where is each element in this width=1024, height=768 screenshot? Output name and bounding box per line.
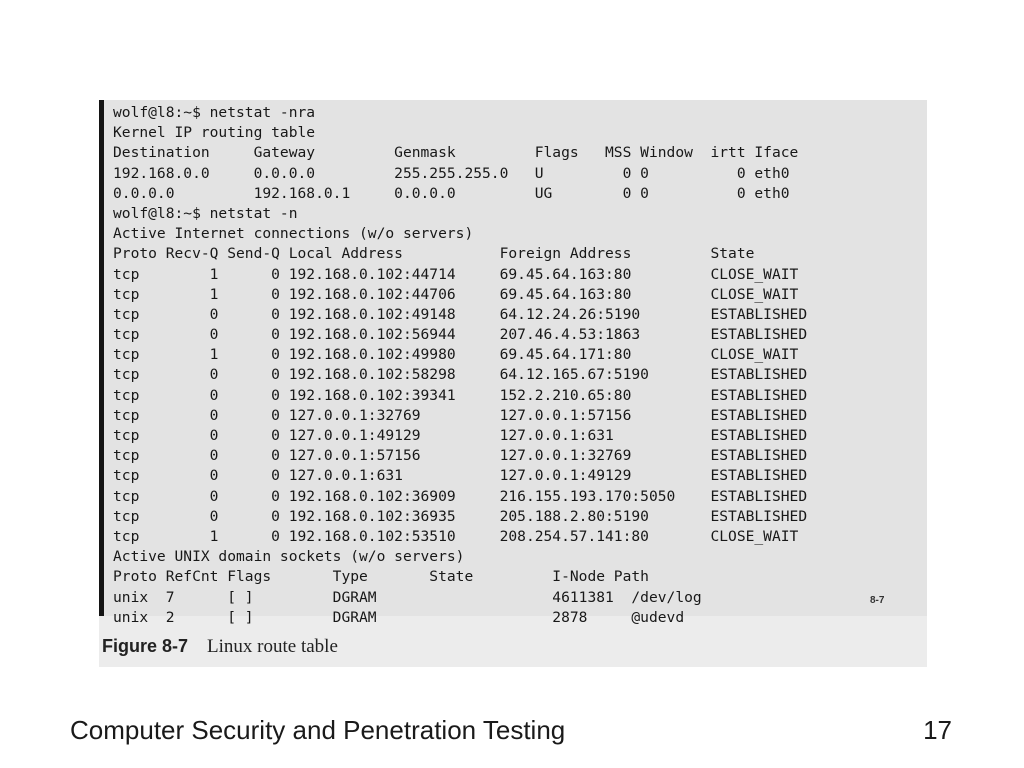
terminal-line: 0.0.0.0 192.168.0.1 0.0.0.0 UG 0 0 0 eth0 [113,184,790,202]
terminal-screenshot [99,100,927,626]
terminal-line: unix 2 [ ] DGRAM 2878 @udevd [113,608,685,626]
terminal-line: tcp 0 0 192.168.0.102:36909 216.155.193.170:5050 ESTABLISHED [113,487,808,505]
terminal-line: Proto Recv-Q Send-Q Local Address Foreign Address State [113,245,755,263]
terminal-line: Active UNIX domain sockets (w/o servers) [113,548,465,566]
figure [99,100,927,667]
figure-tag: 8-7 [870,595,885,606]
caption-label: Figure 8-7 [102,636,189,656]
terminal-line: tcp 0 0 192.168.0.102:56944 207.46.4.53:1863 ESTABLISHED [113,326,808,344]
terminal-line: wolf@l8:~$ netstat -n [113,204,298,222]
terminal-line: tcp 0 0 127.0.0.1:631 127.0.0.1:49129 ESTABLISHED [113,467,808,485]
terminal-line: 192.168.0.0 0.0.0.0 255.255.255.0 U 0 0 0 eth0 [113,164,790,182]
terminal-line: Destination Gateway Genmask Flags MSS Window irtt Iface [113,144,799,162]
terminal-line: tcp 0 0 192.168.0.102:58298 64.12.165.67:5190 ESTABLISHED [113,366,808,384]
caption-text: Linux route table [207,636,338,657]
terminal-output [113,103,807,628]
terminal-line: unix 7 [ ] DGRAM 4611381 /dev/log [113,588,702,606]
terminal-line: tcp 1 0 192.168.0.102:53510 208.254.57.141:80 CLOSE_WAIT [113,527,799,545]
footer-title: Computer Security and Penetration Testing [70,715,566,745]
terminal-line: tcp 1 0 192.168.0.102:44706 69.45.64.163:80 CLOSE_WAIT [113,285,799,303]
terminal-line: tcp 0 0 192.168.0.102:36935 205.188.2.80:5190 ESTABLISHED [113,507,808,525]
terminal-line: Proto RefCnt Flags Type State I-Node Path [113,568,649,586]
terminal-line: tcp 0 0 127.0.0.1:32769 127.0.0.1:57156 ESTABLISHED [113,406,808,424]
terminal-line: Kernel IP routing table [113,124,316,142]
terminal-line: tcp 0 0 192.168.0.102:39341 152.2.210.65:80 ESTABLISHED [113,386,808,404]
page-number: 17 [923,715,952,745]
figure-caption [102,636,338,658]
terminal-line: tcp 0 0 127.0.0.1:49129 127.0.0.1:631 ESTABLISHED [113,427,808,444]
terminal-line: tcp 1 0 192.168.0.102:44714 69.45.64.163:80 CLOSE_WAIT [113,265,799,283]
terminal-line: tcp 1 0 192.168.0.102:49980 69.45.64.171:80 CLOSE_WAIT [113,346,799,364]
terminal-line: wolf@l8:~$ netstat -nra [113,104,316,121]
terminal-line: Active Internet connections (w/o servers) [113,225,474,243]
terminal-line: tcp 0 0 192.168.0.102:49148 64.12.24.26:5190 ESTABLISHED [113,305,808,323]
terminal-line: tcp 0 0 127.0.0.1:57156 127.0.0.1:32769 ESTABLISHED [113,447,808,465]
